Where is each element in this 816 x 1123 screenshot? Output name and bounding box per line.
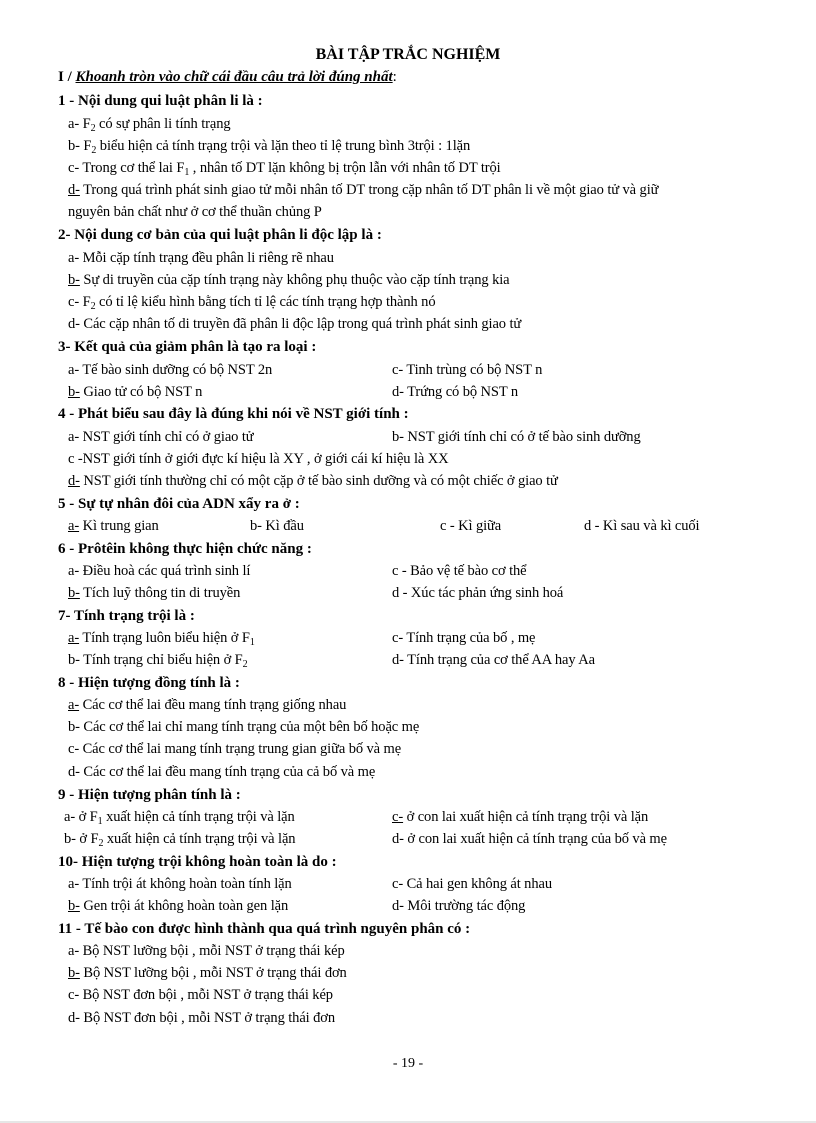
answer-mark: a- xyxy=(68,697,80,713)
q6-option-c: c - Bảo vệ tế bào cơ thể xyxy=(392,563,527,579)
q4-option-d xyxy=(68,473,558,490)
q11-option-d: d- Bộ NST đơn bội , mỗi NST ở trạng thái đơn xyxy=(68,1010,335,1026)
section-number: I / xyxy=(58,69,72,85)
q2-option-a: a- Mỗi cặp tính trạng đều phân li riêng rẽ nhau xyxy=(68,250,334,266)
question-8-heading: 8 - Hiện tượng đồng tính là : xyxy=(58,675,240,691)
page-number: - 19 - xyxy=(392,1056,424,1071)
q5-option-d: d - Kì sau và kì cuối xyxy=(584,518,700,534)
q4-option-a: a- NST giới tính chỉ có ở giao tử xyxy=(68,429,254,445)
q7-option-b: b- Tính trạng chỉ biểu hiện ở $F_2$ xyxy=(68,652,248,670)
answer-mark: b- xyxy=(68,965,80,981)
answer-mark: a- xyxy=(68,518,80,534)
q1-option-b: b- $F_2$ biểu hiện cả tính trạng trội và lặn theo tỉ lệ trung bình 3trội : 1lặn xyxy=(68,138,471,156)
question-1-heading: 1 - Nội dung qui luật phân li là : xyxy=(58,93,263,109)
q9-option-c-text: ở con lai xuất hiện cả tính trạng trội và lặn xyxy=(406,809,649,825)
q5-option-a-text: Kì trung gian xyxy=(82,518,159,534)
q5-option-a xyxy=(68,518,159,535)
q11-option-c: c- Bộ NST đơn bội , mỗi NST ở trạng thái kép xyxy=(68,987,333,1003)
question-2-heading: 2- Nội dung cơ bản của qui luật phân li độc lập là : xyxy=(58,227,382,243)
answer-mark: a- xyxy=(68,630,80,646)
q3-option-a: a- Tế bào sinh dưỡng có bộ NST 2n xyxy=(68,362,273,378)
q9-option-a: a- ở $F_1$ xuất hiện cả tính trạng trội và lặn xyxy=(64,809,295,827)
q5-option-c: c - Kì giữa xyxy=(440,518,502,534)
q2-option-d: d- Các cặp nhân tố di truyền đã phân li độc lập trong quá trình phát sinh giao tử xyxy=(68,316,522,332)
q7-option-a-text: Tính trạng luôn biểu hiện ở $F_1$ xyxy=(82,630,255,648)
q1-option-d-text: Trong quá trình phát sinh giao tử mỗi nhân tố DT trong cặp nhân tố DT phân li về một giao tử và giữ xyxy=(83,182,659,198)
answer-mark: d- xyxy=(68,182,80,198)
q3-option-b-text: Giao tử có bộ NST n xyxy=(83,384,203,400)
q7-option-c: c- Tính trạng của bố , mẹ xyxy=(392,630,536,646)
q4-option-d-text: NST giới tính thường chỉ có một cặp ở tế bào sinh dưỡng và có một chiếc ở giao tử xyxy=(83,473,558,489)
q3-option-c: c- Tinh trùng có bộ NST n xyxy=(392,362,543,378)
q6-option-d: d - Xúc tác phản ứng sinh hoá xyxy=(392,585,564,601)
q3-option-d: d- Trứng có bộ NST n xyxy=(392,384,519,400)
q10-option-c: c- Cả hai gen không át nhau xyxy=(392,876,552,892)
q4-option-b: b- NST giới tính chỉ có ở tế bào sinh dưỡng xyxy=(392,429,641,445)
q7-option-a xyxy=(68,630,255,647)
q11-option-b xyxy=(68,965,347,982)
answer-mark: b- xyxy=(68,272,80,288)
question-5-heading: 5 - Sự tự nhân đôi của ADN xẩy ra ở : xyxy=(58,496,300,512)
question-7-heading: 7- Tính trạng trội là : xyxy=(58,608,195,624)
q10-option-b-text: Gen trội át không hoàn toàn gen lặn xyxy=(83,898,289,914)
q10-option-b xyxy=(62,898,288,915)
q1-option-d xyxy=(68,182,658,199)
answer-mark: b- xyxy=(68,384,80,400)
answer-mark: b- xyxy=(68,898,80,914)
instruction-line xyxy=(58,69,397,86)
q4-option-c: c -NST giới tính ở giới đực kí hiệu là XY , ở giới cái kí hiệu là XX xyxy=(68,451,449,467)
q2-option-c: c- $F_2$ có tỉ lệ kiểu hình bằng tích tỉ lệ các tính trạng hợp thành nó xyxy=(68,294,436,312)
answer-mark: d- xyxy=(68,473,80,489)
q8-option-b: b- Các cơ thể lai chỉ mang tính trạng của một bên bố hoặc mẹ xyxy=(68,719,420,735)
q2-option-b-text: Sự di truyền của cặp tính trạng này không phụ thuộc vào cặp tính trạng kia xyxy=(83,272,510,288)
q2-option-b xyxy=(68,272,510,289)
instruction-text: Khoanh tròn vào chữ cái đầu câu trả lời đúng nhất xyxy=(75,69,393,85)
q9-option-d: d- ở con lai xuất hiện cả tính trạng của bố và mẹ xyxy=(392,831,667,847)
answer-mark: b- xyxy=(68,585,80,601)
q1-option-d-continued: nguyên bản chất như ở cơ thể thuần chủng P xyxy=(68,204,322,220)
question-10-heading: 10- Hiện tượng trội không hoàn toàn là do : xyxy=(58,854,337,870)
q6-option-b xyxy=(68,585,240,602)
q6-option-b-text: Tích luỹ thông tin di truyền xyxy=(83,585,241,601)
question-11-heading: 11 - Tế bào con được hình thành qua quá trình nguyên phân có : xyxy=(58,921,471,937)
question-6-heading: 6 - Prôtêin không thực hiện chức năng : xyxy=(58,541,312,557)
q3-option-b xyxy=(68,384,202,401)
q1-option-a: a- $F_2$ có sự phân li tính trạng xyxy=(68,116,231,134)
instruction-suffix: : xyxy=(392,69,397,85)
q6-option-a: a- Điều hoà các quá trình sinh lí xyxy=(68,563,251,579)
q7-option-d: d- Tính trạng của cơ thể AA hay Aa xyxy=(392,652,595,668)
q9-option-c xyxy=(392,809,648,826)
answer-mark: c- xyxy=(392,809,404,825)
q9-option-b: b- ở $F_2$ xuất hiện cả tính trạng trội và lặn xyxy=(64,831,296,849)
question-9-heading: 9 - Hiện tượng phân tính là : xyxy=(58,787,241,803)
q11-option-a: a- Bộ NST lưỡng bội , mỗi NST ở trạng thái kép xyxy=(68,943,345,959)
q10-option-d: d- Môi trường tác động xyxy=(392,898,526,914)
q8-option-a xyxy=(68,697,346,714)
q8-option-a-text: Các cơ thể lai đều mang tính trạng giống nhau xyxy=(82,697,347,713)
question-3-heading: 3- Kết quả của giảm phân là tạo ra loại : xyxy=(58,339,317,355)
q5-option-b: b- Kì đầu xyxy=(250,518,304,534)
q10-option-a: a- Tính trội át không hoàn toàn tính lặn xyxy=(68,876,292,892)
q8-option-d: d- Các cơ thể lai đều mang tính trạng của cả bố và mẹ xyxy=(68,764,376,780)
q8-option-c: c- Các cơ thể lai mang tính trạng trung gian giữa bố và mẹ xyxy=(68,741,402,757)
q11-option-b-text: Bộ NST lưỡng bội , mỗi NST ở trạng thái đơn xyxy=(83,965,347,981)
page-title: BÀI TẬP TRẮC NGHIỆM xyxy=(315,46,501,63)
question-4-heading: 4 - Phát biểu sau đây là đúng khi nói về NST giới tính : xyxy=(58,406,409,422)
q1-option-c: c- Trong cơ thể lai $F_1$ , nhân tố DT lặn không bị trộn lẫn với nhân tố DT trội xyxy=(68,160,501,178)
